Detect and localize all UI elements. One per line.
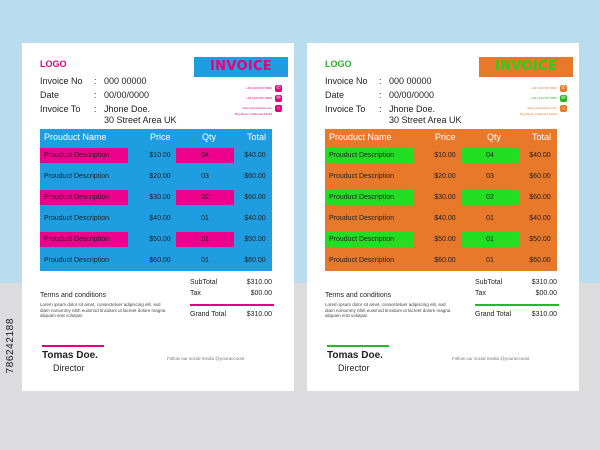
grand-total-value: $310.00	[531, 311, 557, 318]
cell-total: $60.00	[529, 173, 551, 180]
cell-qty: 02	[461, 190, 519, 205]
invoice-title: INVOICE	[479, 57, 573, 77]
contact-text: +00 1234 567 8900	[246, 96, 272, 100]
cell-total: $60.00	[529, 257, 551, 264]
invoice-to-label: Invoice To	[325, 104, 366, 114]
invoice-date-row	[325, 90, 434, 100]
signature-role: Director	[53, 363, 85, 373]
summary-block	[190, 279, 274, 322]
subtotal-value: $310.00	[531, 279, 557, 286]
tax-value: $00.00	[535, 290, 557, 297]
cell-total: $40.00	[244, 215, 266, 222]
invoice-to-value: Jhone Doe.	[389, 104, 436, 114]
terms-heading: Terms and conditions	[325, 292, 392, 299]
subtotal-label: SubTotal	[475, 279, 503, 286]
cell-total: $60.00	[244, 257, 266, 264]
cell-total: $50.00	[529, 236, 551, 243]
invoice-to-value: Jhone Doe.	[104, 104, 151, 114]
contact-block	[228, 85, 282, 115]
header-price: Price	[150, 132, 171, 142]
invoice-date-label: Date	[325, 90, 345, 100]
header-product-name: Prouduct Name	[329, 132, 392, 142]
table-row	[325, 187, 557, 208]
cell-qty: 03	[486, 173, 494, 180]
invoice-number-row	[325, 76, 432, 86]
mail-icon: ✉	[276, 95, 281, 101]
cell-price: $50.00	[149, 236, 171, 243]
mail-icon: ✉	[561, 95, 566, 101]
subtotal-label: SubTotal	[190, 279, 218, 286]
summary-divider	[475, 304, 559, 306]
cell-price: $60.00	[434, 257, 456, 264]
table-row	[325, 166, 557, 187]
cell-description: Prouduct Description	[329, 173, 394, 180]
table-row	[40, 208, 272, 229]
cell-price: $30.00	[434, 194, 456, 201]
colon-separator: :	[94, 76, 97, 86]
invoice-number-label: Invoice No	[40, 76, 83, 86]
cell-price: $30.00	[149, 194, 171, 201]
stock-image-id: 786242188	[5, 318, 16, 374]
header-product-name: Prouduct Name	[44, 132, 107, 142]
cell-qty: 02	[176, 190, 234, 205]
invoice-date-row	[40, 90, 149, 100]
cell-price: $10.00	[149, 152, 171, 159]
header-price: Price	[435, 132, 456, 142]
invoice-number-row	[40, 76, 147, 86]
social-media-text: Follow our social media @youraccount	[452, 356, 530, 361]
signature-line	[327, 345, 389, 347]
invoice-number-value: 000 00000	[389, 76, 432, 86]
contact-text: +00 1234 567 8900	[246, 86, 272, 90]
cell-description: Prouduct Description	[325, 190, 413, 205]
signature-line	[42, 345, 104, 347]
grand-total-label: Grand Total	[190, 311, 227, 318]
header-qty: Qty	[487, 132, 502, 142]
contact-row	[228, 95, 282, 105]
cell-description: Prouduct Description	[40, 148, 128, 163]
invoice-to-row	[40, 104, 150, 114]
table-row	[325, 250, 557, 271]
cell-total: $60.00	[529, 194, 551, 201]
cell-description: Prouduct Description	[325, 232, 413, 247]
grand-total-row	[190, 311, 274, 322]
contact-row	[513, 105, 567, 115]
subtotal-value: $310.00	[246, 279, 272, 286]
invoice-page-pink-blue	[22, 43, 294, 391]
contact-row	[228, 85, 282, 95]
contact-row	[228, 105, 282, 115]
cell-price: $60.00	[149, 257, 171, 264]
cell-qty: 01	[201, 215, 209, 222]
grand-total-value: $310.00	[246, 311, 272, 318]
header-total: Total	[532, 132, 552, 142]
colon-separator: :	[379, 104, 382, 114]
signature-role: Director	[338, 363, 370, 373]
cell-total: $60.00	[244, 194, 266, 201]
subtotal-row	[190, 279, 274, 290]
table-row	[40, 187, 272, 208]
terms-text: Lorem ipsum dolor sit amet, consectetuer adipiscing elit, sed diam nonummy nibh euismod tincidunt ut lacreet dolore magna aliquam erat volutpat.	[325, 302, 451, 318]
contact-block	[513, 85, 567, 115]
cell-description: Prouduct Description	[44, 257, 109, 264]
cell-description: Prouduct Description	[44, 215, 109, 222]
signature-name: Tomas Doe.	[327, 350, 383, 361]
header-qty: Qty	[202, 132, 217, 142]
cell-price: $40.00	[149, 215, 171, 222]
tax-value: $00.00	[250, 290, 272, 297]
logo: LOGO	[325, 59, 352, 69]
summary-divider	[190, 304, 274, 306]
cell-description: Prouduct Description	[44, 173, 109, 180]
table-row	[40, 145, 272, 166]
client-address: 30 Street Area UK	[104, 115, 177, 125]
contact-text: www.yourwebsite.com	[527, 106, 557, 110]
client-address: 30 Street Area UK	[389, 115, 462, 125]
phone-icon: ✆	[276, 85, 281, 91]
table-row	[40, 229, 272, 250]
cell-description: Prouduct Description	[329, 257, 394, 264]
cell-qty: 01	[461, 232, 519, 247]
invoice-title: INVOICE	[194, 57, 288, 77]
logo: LOGO	[40, 59, 67, 69]
cell-price: $20.00	[149, 173, 171, 180]
items-table	[325, 129, 557, 271]
invoice-date-value: 00/00/0000	[389, 90, 435, 100]
cell-qty: 01	[486, 257, 494, 264]
cell-price: $20.00	[434, 173, 456, 180]
cell-total: $40.00	[529, 215, 551, 222]
cell-description: Prouduct Description	[40, 232, 128, 247]
cell-description: Prouduct Description	[40, 190, 128, 205]
terms-heading: Terms and conditions	[40, 292, 107, 299]
invoice-date-label: Date	[40, 90, 60, 100]
contact-text: +00 1234 567 8900	[531, 86, 557, 90]
colon-separator: :	[94, 90, 97, 100]
location-icon: ⌂	[276, 105, 281, 111]
social-media-text: Follow our social media @youraccount	[167, 356, 245, 361]
cell-qty: 04	[176, 148, 234, 163]
colon-separator: :	[379, 90, 382, 100]
cell-total: $40.00	[244, 152, 266, 159]
grand-total-row	[475, 311, 559, 322]
tax-label: Tax	[475, 290, 486, 297]
cell-price: $50.00	[434, 236, 456, 243]
colon-separator: :	[94, 104, 97, 114]
invoice-page-orange-green	[307, 43, 579, 391]
subtotal-row	[475, 279, 559, 290]
contact-text: +00 1234 567 8900	[531, 96, 557, 100]
table-row	[40, 250, 272, 271]
cell-description: Prouduct Description	[329, 215, 394, 222]
cell-total: $40.00	[529, 152, 551, 159]
cell-total: $50.00	[244, 236, 266, 243]
invoice-number-value: 000 00000	[104, 76, 147, 86]
phone-icon: ✆	[561, 85, 566, 91]
terms-text: Lorem ipsum dolor sit amet, consectetuer adipiscing elit, sed diam nonummy nibh euismod tincidunt ut lacreet dolore magna aliquam erat volutpat.	[40, 302, 166, 318]
tax-row	[190, 290, 274, 301]
invoice-number-label: Invoice No	[325, 76, 368, 86]
table-row	[40, 166, 272, 187]
invoice-to-label: Invoice To	[40, 104, 81, 114]
contact-row	[513, 95, 567, 105]
table-row	[325, 229, 557, 250]
summary-block	[475, 279, 559, 322]
cell-qty: 04	[461, 148, 519, 163]
items-table	[40, 129, 272, 271]
signature-name: Tomas Doe.	[42, 350, 98, 361]
location-icon: ⌂	[561, 105, 566, 111]
cell-qty: 03	[201, 173, 209, 180]
contact-text: Big Street, California 34343	[235, 112, 272, 116]
cell-qty: 01	[201, 257, 209, 264]
invoice-to-row	[325, 104, 435, 114]
table-header	[325, 129, 557, 145]
header-total: Total	[247, 132, 267, 142]
cell-price: $10.00	[434, 152, 456, 159]
contact-text: www.yourwebsite.com	[242, 106, 272, 110]
tax-row	[475, 290, 559, 301]
grand-total-label: Grand Total	[475, 311, 512, 318]
cell-price: $40.00	[434, 215, 456, 222]
table-header	[40, 129, 272, 145]
table-row	[325, 145, 557, 166]
cell-total: $60.00	[244, 173, 266, 180]
cell-description: Prouduct Description	[325, 148, 413, 163]
invoice-date-value: 00/00/0000	[104, 90, 150, 100]
contact-text: Big Street, California 34343	[520, 112, 557, 116]
colon-separator: :	[379, 76, 382, 86]
table-row	[325, 208, 557, 229]
cell-qty: 01	[486, 215, 494, 222]
tax-label: Tax	[190, 290, 201, 297]
cell-qty: 01	[176, 232, 234, 247]
contact-row	[513, 85, 567, 95]
